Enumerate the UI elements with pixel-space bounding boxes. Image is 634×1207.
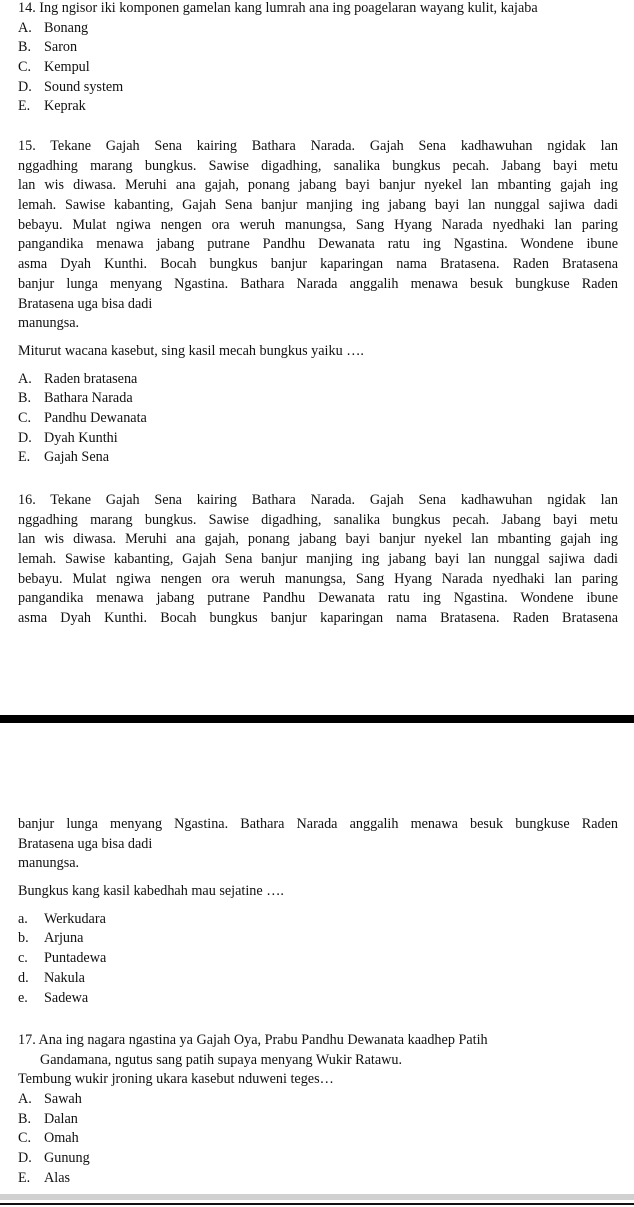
option-item[interactable]: d. Nakula [18,969,85,986]
passage-line: pangandika menawa jabang putrane Pandhu Dewanata ratu ing Ngastina. Wondene ibune [18,590,618,607]
option-item[interactable]: B. Dalan [18,1110,78,1127]
option-item[interactable]: C. Pandhu Dewanata [18,409,147,426]
question-17-options [18,1090,618,1188]
passage-line: lan wis diwasa. Meruhi ana gajah, ponang jabang bayi banjur nyekel lan mbanting gajah ing [18,531,618,548]
passage-line: bebayu. Mulat ngiwa nengen ora weruh manungsa, Sang Hyang Narada nyedhaki lan paring [18,216,618,233]
question-15 [18,137,618,468]
question-16-bottom [18,815,618,1008]
passage-line: banjur lunga menyang Ngastina. Bathara Narada anggalih menawa besuk bungkuse Raden [18,275,618,292]
passage-line: asma Dyah Kunthi. Bocah bungkus banjur kaparingan nama Bratasena. Raden Bratasena [18,256,618,273]
option-item[interactable]: a. Werkudara [18,910,106,927]
question-17-line: Gandamana, ngutus sang patih supaya menyang Wukir Ratawu. [40,1051,403,1068]
passage-line: bebayu. Mulat ngiwa nengen ora weruh manungsa, Sang Hyang Narada nyedhaki lan paring [18,570,618,587]
option-item[interactable]: c. Puntadewa [18,950,107,967]
passage-line: lemah. Sawise kabanting, Gajah Sena banjur manjing ing jabang bayi lan nunggal sajiwa dadi [18,551,618,568]
question-16-top [18,491,618,629]
passage-line: nggadhing marang bungkus. Sawise digadhing, sanalika bungkus pecah. Jabang bayi metu [18,157,618,174]
option-item[interactable]: b. Arjuna [18,930,84,947]
passage-line: 16. Tekane Gajah Sena kairing Bathara Narada. Gajah Sena kadhawuhan ngidak lan [18,492,618,508]
passage-line: manungsa. [18,855,80,872]
option-item[interactable]: C. Omah [18,1130,79,1147]
passage-line: manungsa. [18,315,80,332]
scroll-bar[interactable] [0,1194,634,1200]
option-item[interactable]: D. Sound system [18,78,124,95]
option-item[interactable]: E. Alas [18,1169,71,1186]
question-16-options [18,910,618,1008]
page-bottom-rule [0,1203,634,1205]
option-item[interactable]: C. Kempul [18,59,90,76]
option-item[interactable]: e. Sadewa [18,989,89,1006]
passage-line: lan wis diwasa. Meruhi ana gajah, ponang jabang bayi banjur nyekel lan mbanting gajah ing [18,177,618,194]
option-item[interactable]: A. Bonang [18,19,89,36]
option-item[interactable]: D. Dyah Kunthi [18,429,118,446]
question-17 [18,1031,618,1189]
passage-line: Bratasena uga bisa dadi [18,295,153,312]
passage-line: banjur lunga menyang Ngastina. Bathara Narada anggalih menawa besuk bungkuse Raden [18,816,618,832]
option-item[interactable]: E. Gajah Sena [18,449,110,466]
passage-line: 15. Tekane Gajah Sena kairing Bathara Narada. Gajah Sena kadhawuhan ngidak lan [18,138,618,154]
passage-line: nggadhing marang bungkus. Sawise digadhing, sanalika bungkus pecah. Jabang bayi metu [18,511,618,528]
question-17-text: Tembung wukir jroning ukara kasebut nduweni teges… [18,1071,334,1088]
question-14-text: 14. Ing ngisor iki komponen gamelan kang lumrah ana ing poagelaran wayang kulit, kajaba [18,0,538,16]
option-item[interactable]: A. Raden bratasena [18,370,138,387]
option-item[interactable]: E. Keprak [18,98,86,115]
question-15-passage [18,137,618,334]
question-14-options [18,19,618,117]
passage-line: lemah. Sawise kabanting, Gajah Sena banjur manjing ing jabang bayi lan nunggal sajiwa dadi [18,197,618,214]
question-17-line: 17. Ana ing nagara ngastina ya Gajah Oya, Prabu Pandhu Dewanata kaadhep Patih [18,1032,488,1048]
passage-line: pangandika menawa jabang putrane Pandhu Dewanata ratu ing Ngastina. Wondene ibune [18,236,618,253]
option-item[interactable]: B. Bathara Narada [18,390,133,407]
question-15-options [18,370,618,468]
option-item[interactable]: B. Saron [18,39,78,56]
question-15-text: Miturut wacana kasebut, sing kasil mecah bungkus yaiku …. [18,342,364,359]
option-item[interactable]: A. Sawah [18,1091,82,1108]
question-14 [18,0,618,117]
page-divider [0,715,634,723]
option-item[interactable]: D. Gunung [18,1150,90,1167]
question-16-text: Bungkus kang kasil kabedhah mau sejatine …. [18,883,284,900]
passage-line: asma Dyah Kunthi. Bocah bungkus banjur kaparingan nama Bratasena. Raden Bratasena [18,610,618,627]
passage-line: Bratasena uga bisa dadi [18,835,153,852]
